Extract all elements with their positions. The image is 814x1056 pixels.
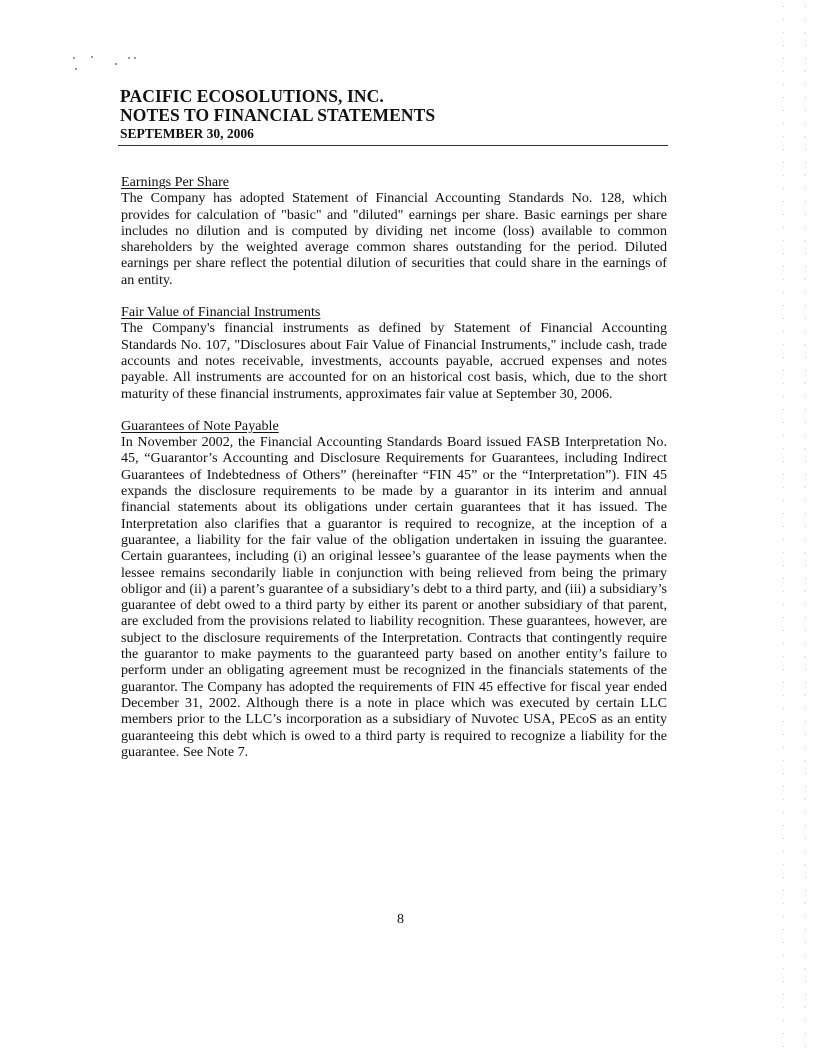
document-body [121, 174, 667, 776]
scan-edge-marks [783, 0, 784, 1056]
scan-speck [128, 57, 130, 59]
scan-speck [91, 56, 93, 58]
document-header [120, 87, 670, 142]
scan-speck [73, 57, 75, 59]
section-text: In November 2002, the Financial Accounting Standards Board issued FASB Interpretation No. 45, “Guarantor’s Accounting and Disclosure Requirements for Guarantees, including Indirect Guarantees of Indebtedness of Others” (hereinafter “FIN 45” or the “Interpretation”). FIN 45 expands the disclosure requirements to be made by a guarantor in its interim and annual financial statements about its obligations under certain guarantees that it has issued. The Interpretation also clarifies that a guarantor is required to recognize, at the inception of a guarantee, a liability for the fair value of the obligation undertaken in issuing the guarantee. Certain guarantees, including (i) an original lessee’s guarantee of the lease payments when the lessee remains secondarily liable in conjunction with being relieved from being the primary obligor and (ii) a parent’s guarantee of a subsidiary’s debt to a third party, and (iii) a subsidiary’s guarantee of debt owed to a third party by either its parent or another subsidiary of that parent, are excluded from the provisions related to liability recognition. These guarantees, however, are subject to the disclosure requirements of the Interpretation. Contracts that contingently require the guarantor to make payments to the guaranteed party based on another entity’s failure to perform under an obligating agreement must be recognized in the financials statements of the guarantor. The Company has adopted the requirements of FIN 45 effective for fiscal year ended December 31, 2002. Although there is a note in place which was executed by certain LLC members prior to the LLC’s incorporation as a subsidiary of Nuvotec USA, PEcoS as an entity guaranteeing this debt which is owed to a third party is required to recognize a liability for the guarantee. See Note 7. [121, 434, 667, 760]
header-rule [118, 145, 668, 146]
section-guarantees [121, 418, 667, 760]
scan-speck [75, 68, 77, 70]
company-name: PACIFIC ECOSOLUTIONS, INC. [120, 86, 384, 106]
statement-date: SEPTEMBER 30, 2006 [120, 126, 254, 141]
section-text: The Company has adopted Statement of Financial Accounting Standards No. 128, which provides for calculation of "basic" and "diluted" earnings per share. Basic earnings per share includes no dilution and is computed by dividing net income (loss) available to common shareholders by the weighted average common shares outstanding for the period. Diluted earnings per share reflect the potential dilution of securities that could share in the earnings of an entity. [121, 190, 667, 288]
scan-speck [134, 57, 136, 59]
section-text: The Company's financial instruments as defined by Statement of Financial Accounting Standards No. 107, "Disclosures about Fair Value of Financial Instruments," include cash, trade accounts and notes receivable, investments, accounts payable, accrued expenses and notes payable. All instruments are accounted for on an historical cost basis, which, due to the short maturity of these financial instruments, approximates fair value at September 30, 2006. [121, 320, 667, 402]
scan-speck [115, 63, 117, 65]
section-title: Earnings Per Share [121, 174, 230, 190]
page-number: 8 [397, 912, 404, 927]
section-earnings-per-share [121, 174, 667, 288]
document-title: NOTES TO FINANCIAL STATEMENTS [120, 105, 436, 125]
section-fair-value [121, 304, 667, 402]
section-title: Fair Value of Financial Instruments [121, 304, 321, 321]
section-title: Guarantees of Note Payable [121, 417, 279, 434]
scan-edge-marks [805, 0, 806, 1056]
